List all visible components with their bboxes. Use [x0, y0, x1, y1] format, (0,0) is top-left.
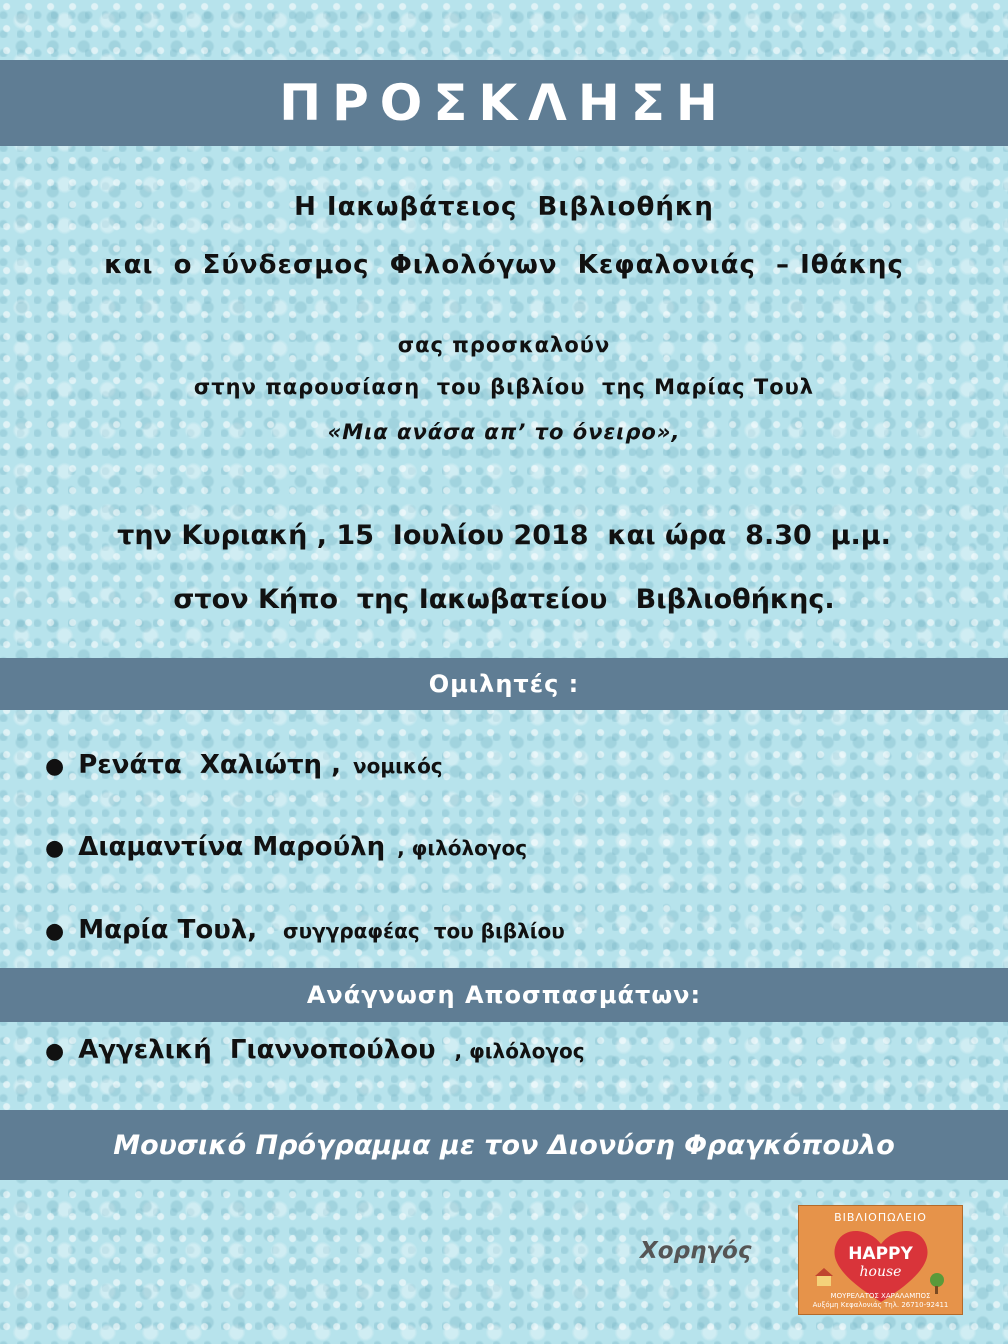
speaker-role: , φιλόλογος — [397, 836, 528, 860]
speaker-name: Διαμαντίνα Μαρούλη — [78, 832, 386, 862]
organizer-line-2: και ο Σύνδεσμος Φιλολόγων Κεφαλονιάς – Ιθάκης — [104, 250, 904, 280]
bullet-icon: ● — [45, 919, 65, 944]
speaker-name: Μαρία Τουλ, — [78, 915, 258, 945]
logo-contact: Αυξόμη Κεφαλονιάς Τηλ. 26710-92411 — [812, 1301, 949, 1309]
speakers-heading: Ομιλητές : — [428, 670, 580, 698]
logo-details — [799, 1292, 962, 1310]
reading-banner — [0, 968, 1008, 1022]
reader-name: Αγγελική Γιαννοπούλου — [78, 1035, 436, 1065]
music-program: Μουσικό Πρόγραμμα με τον Διονύση Φραγκόπουλο — [113, 1129, 895, 1161]
sponsor-label: Χορηγός — [640, 1238, 752, 1264]
event-date-time: την Κυριακή , 15 Ιουλίου 2018 και ώρα 8.30 μ.μ. — [117, 520, 891, 551]
speaker-item — [45, 832, 945, 862]
bullet-icon: ● — [45, 836, 65, 861]
speaker-name: Ρενάτα Χαλιώτη , — [78, 750, 341, 780]
logo-store-type: ΒΙΒΛΙΟΠΩΛΕΙΟ — [834, 1211, 927, 1224]
bullet-icon: ● — [45, 1039, 65, 1064]
reader-item — [45, 1035, 945, 1065]
speakers-banner — [0, 658, 1008, 710]
speaker-role: νομικός — [352, 754, 443, 778]
logo-owner: ΜΟΥΡΕΛΑΤΟΣ ΧΑΡΑΛΑΜΠΟΣ — [830, 1292, 931, 1300]
speaker-item — [45, 750, 945, 780]
invitation-line-2: στην παρουσίαση του βιβλίου της Μαρίας Τουλ — [193, 375, 815, 399]
book-title: «Μια ανάσα απ’ το όνειρο», — [327, 420, 681, 444]
sponsor-logo — [798, 1205, 963, 1315]
logo-house: house — [859, 1264, 902, 1280]
music-banner — [0, 1110, 1008, 1180]
speaker-item — [45, 915, 945, 945]
event-location: στον Κήπο της Ιακωβατείου Βιβλιοθήκης. — [173, 584, 835, 615]
invitation-title: ΠΡΟΣΚΛΗΣΗ — [279, 74, 729, 132]
speaker-role: συγγραφέας του βιβλίου — [269, 919, 565, 943]
logo-happy: HAPPY — [848, 1244, 913, 1264]
organizer-line-1: Η Ιακωβάτειος Βιβλιοθήκη — [294, 192, 714, 222]
reader-role: , φιλόλογος — [447, 1039, 585, 1063]
title-banner — [0, 60, 1008, 146]
bullet-icon: ● — [45, 754, 65, 779]
reading-heading: Ανάγνωση Αποσπασμάτων: — [306, 981, 702, 1009]
invitation-line-1: σας προσκαλούν — [397, 333, 611, 357]
